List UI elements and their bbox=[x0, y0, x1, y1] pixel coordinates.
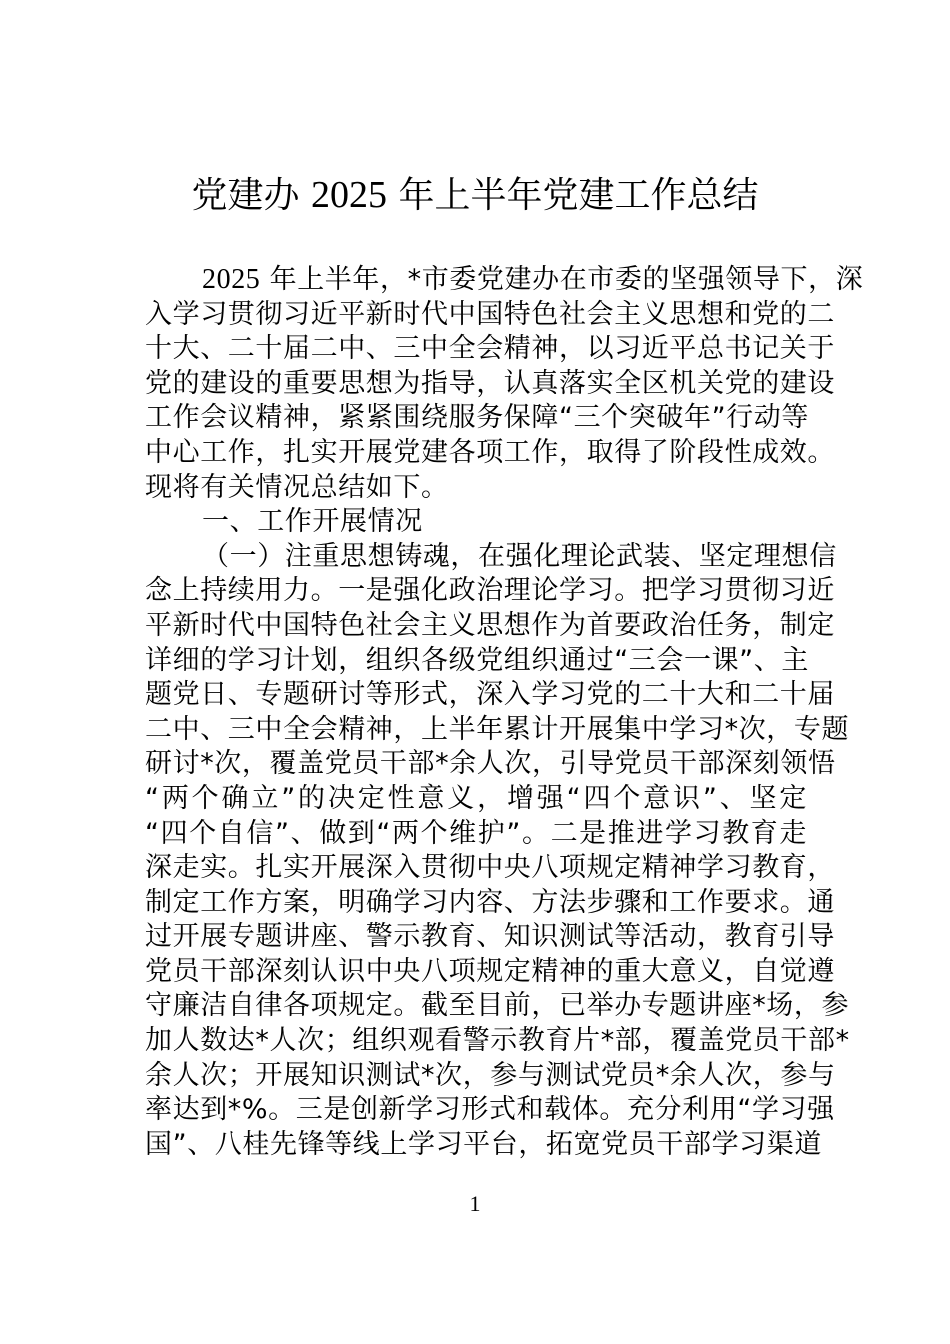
intro-year: 2025 bbox=[202, 264, 261, 295]
subsection-1-line-4: 详细的学习计划，组织各级党组织通过“三会一课”、主 bbox=[145, 644, 809, 676]
subsection-1-line-9: “四个自信”、做到“两个维护”。二是推进学习教育走 bbox=[145, 817, 807, 849]
paragraph-intro-line-3: 十大、二十届二中、三中全会精神，以习近平总书记关于 bbox=[145, 333, 835, 365]
subsection-1-line-5: 题党日、专题研讨等形式，深入学习党的二十大和二十届 bbox=[145, 679, 835, 711]
subsection-1-line-16: 余人次；开展知识测试*次，参与测试党员*余人次，参与 bbox=[145, 1059, 836, 1091]
subsection-1-line-11: 制定工作方案，明确学习内容、方法步骤和工作要求。通 bbox=[145, 886, 835, 918]
subsection-1-line-13: 党员干部深刻认识中央八项规定精神的重大意义，自觉遵 bbox=[145, 955, 835, 987]
intro-line-text: 年上半年，*市委党建办在市委的坚强领导下，深 bbox=[260, 264, 864, 295]
paragraph-intro-line-2: 入学习贯彻习近平新时代中国特色社会主义思想和党的二 bbox=[145, 298, 835, 330]
paragraph-intro-line-6: 中心工作，扎实开展党建各项工作，取得了阶段性成效。 bbox=[145, 436, 835, 468]
paragraph-intro-line-5: 工作会议精神，紧紧围绕服务保障“三个突破年”行动等 bbox=[145, 402, 809, 434]
subsection-1-line-8: “两个确立”的决定性意义，增强“四个意识”、坚定 bbox=[145, 782, 807, 814]
subsection-1-line-15: 加人数达*人次；组织观看警示教育片*部，覆盖党员干部* bbox=[145, 1025, 850, 1057]
subsection-1-line-10: 深走实。扎实开展深入贯彻中央八项规定精神学习教育， bbox=[145, 852, 835, 884]
subsection-1-line-17: 率达到*%。三是创新学习形式和载体。充分利用“学习强 bbox=[145, 1094, 835, 1126]
subsection-1-line-1: （一）注重思想铸魂，在强化理论武装、坚定理想信 bbox=[202, 540, 837, 572]
title-prefix: 党建办 bbox=[191, 175, 311, 216]
paragraph-intro-line-4: 党的建设的重要思想为指导，认真落实全区机关党的建设 bbox=[145, 367, 835, 399]
subsection-1-line-3: 平新时代中国特色社会主义思想作为首要政治任务，制定 bbox=[145, 609, 835, 641]
paragraph-intro-line-1 bbox=[145, 263, 864, 298]
subsection-1-line-2: 念上持续用力。一是强化政治理论学习。把学习贯彻习近 bbox=[145, 575, 835, 607]
title-suffix: 年上半年党建工作总结 bbox=[387, 175, 759, 216]
paragraph-intro-line-7: 现将有关情况总结如下。 bbox=[145, 471, 449, 503]
subsection-1-line-12: 过开展专题讲座、警示教育、知识测试等活动，教育引导 bbox=[145, 921, 835, 953]
document-body bbox=[145, 263, 864, 1162]
section-heading-1: 一、工作开展情况 bbox=[202, 506, 423, 538]
subsection-1-line-14: 守廉洁自律各项规定。截至目前，已举办专题讲座*场，参 bbox=[145, 990, 850, 1022]
subsection-1-line-18: 国”、八桂先锋等线上学习平台，拓宽党员干部学习渠道 bbox=[145, 1128, 822, 1160]
title-year: 2025 bbox=[311, 174, 387, 216]
document-title bbox=[0, 172, 950, 219]
subsection-1-line-6: 二中、三中全会精神，上半年累计开展集中学习*次，专题 bbox=[145, 713, 850, 745]
subsection-1-line-7: 研讨*次，覆盖党员干部*余人次，引导党员干部深刻领悟 bbox=[145, 748, 836, 780]
page-number: 1 bbox=[469, 1191, 481, 1216]
